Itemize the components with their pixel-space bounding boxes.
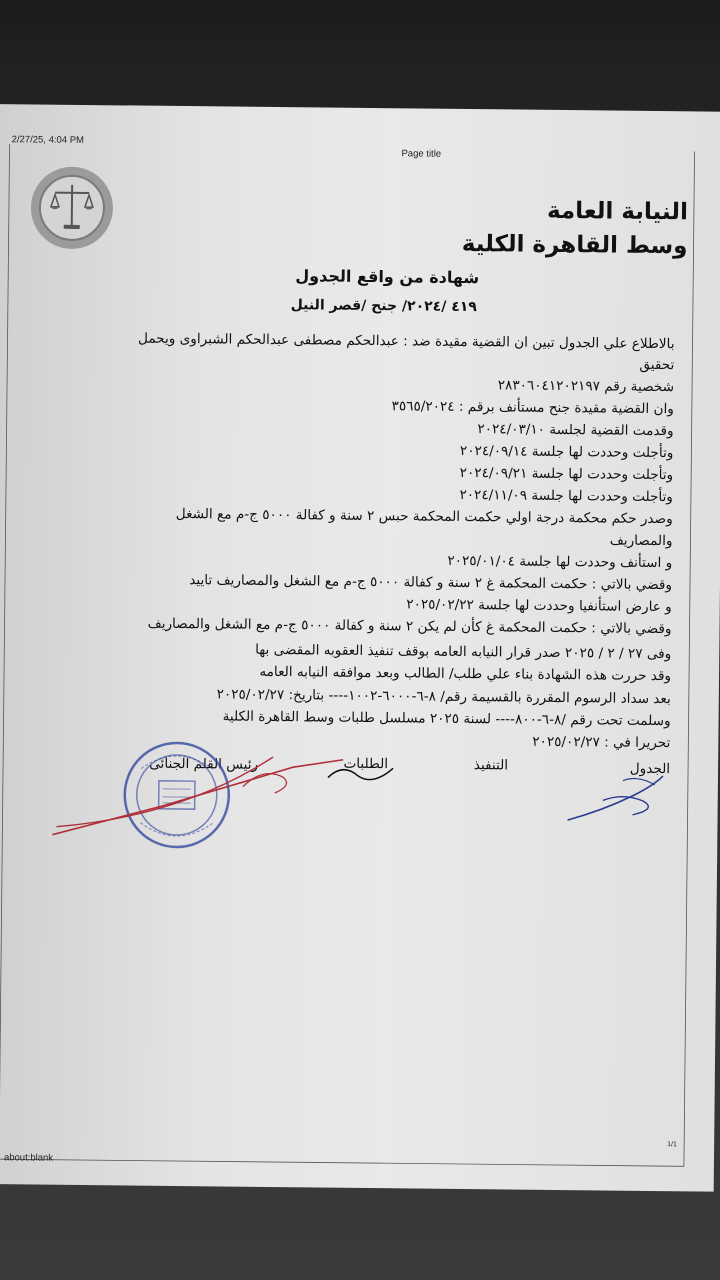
body-line: و عارض استأنفيا وحددت لها جلسة ٢٠٢٥/٠٢/٢٢	[406, 596, 672, 616]
body-line: وقد حررت هذه الشهادة بناء علي طلب/ الطالب وبعد موافقه النيابه العامه	[259, 663, 672, 685]
scales-of-justice-seal-icon	[28, 164, 115, 251]
body-line: وتأجلت وحددت لها جلسة ٢٠٢٤/٠٩/١٤	[459, 442, 674, 462]
body-line: وقضي بالاتي : حكمت المحكمة غ ٢ سنة و كفالة ٥٠٠٠ ج-م مع الشغل والمصاريف تاييد	[189, 572, 673, 594]
body-line: وان القضية مقيدة جنح مستأنف برقم : ٣٥٦٥/٢٠٢٤	[391, 398, 674, 418]
authority-line-2: وسط القاهرة الكلية	[461, 230, 688, 260]
body-line: وتأجلت وحددت لها جلسة ٢٠٢٤/١١/٠٩	[459, 486, 674, 506]
print-timestamp: 2/27/25, 4:04 PM	[11, 134, 85, 146]
certificate-title: شهادة من واقع الجدول	[295, 266, 480, 288]
body-line: بعد سداد الرسوم المقررة بالقسيمة رقم/ ٨-٦-٦٠٠٠-١٠٠٢---- بتاريخ: ٢٠٢٥/٠٢/٢٧	[216, 686, 671, 708]
body-line: تحقيق	[639, 356, 675, 374]
body-line: وفى ٢٧ / ٢ / ٢٠٢٥ صدر قرار النيابه العامه بوقف تنفيذ العقوبه المقضى بها	[255, 641, 672, 663]
document-page	[0, 104, 720, 1192]
signature-label-schedule: الجدول	[629, 760, 671, 778]
body-line: وتأجلت وحددت لها جلسة ٢٠٢٤/٠٩/٢١	[459, 464, 674, 484]
handwritten-signature-icon	[323, 755, 403, 789]
print-page-title: Page title	[401, 148, 442, 160]
handwritten-signature-icon	[42, 745, 363, 848]
signature-label-head: رئيس القلم الجنائى	[149, 755, 259, 773]
body-line: شخصية رقم ٢٨٣٠٦٠٤١٢٠٢١٩٧	[497, 377, 675, 396]
handwritten-signature-icon	[562, 770, 673, 831]
print-page-number: 1/1	[667, 1141, 677, 1149]
body-line: وصدر حكم محكمة درجة اولي حكمت المحكمة حبس ٢ سنة و كفالة ٥٠٠٠ ج-م مع الشغل	[175, 505, 673, 528]
print-footer-url: about:blank	[3, 1152, 54, 1164]
signature-label-execution: التنفيذ	[473, 757, 509, 774]
body-line: وسلمت تحت رقم /٨-٦-٨٠٠---- لسنة ٢٠٢٥ مسلسل طلبات وسط القاهرة الكلية	[222, 708, 671, 730]
body-line: وقدمت القضية لجلسة ٢٠٢٤/٠٣/١٠	[477, 421, 674, 440]
body-line: وقضي بالاتي : حكمت المحكمة غ كأن لم يكن ٢ سنة و كفالة ٥٠٠٠ ج-م مع الشغل والمصاريف	[147, 615, 672, 638]
body-line: تحريرا في : ٢٠٢٥/٠٢/٢٧	[532, 733, 671, 752]
body-line: والمصاريف	[609, 532, 673, 550]
body-line: و استأنف وحددت لها جلسة ٢٠٢٥/٠١/٠٤	[447, 552, 673, 572]
body-line: بالاطلاع علي الجدول تبين ان القضية مقيدة ضد : عبدالحكم مصطفى عبدالحكم الشبراوى ويحمل	[137, 330, 675, 353]
authority-line-1: النيابة العامة	[546, 197, 689, 226]
signature-label-requests: الطلبات	[343, 755, 389, 773]
case-reference: ٤١٩ /٢٠٢٤/ جنح /قصر النيل	[290, 297, 477, 316]
